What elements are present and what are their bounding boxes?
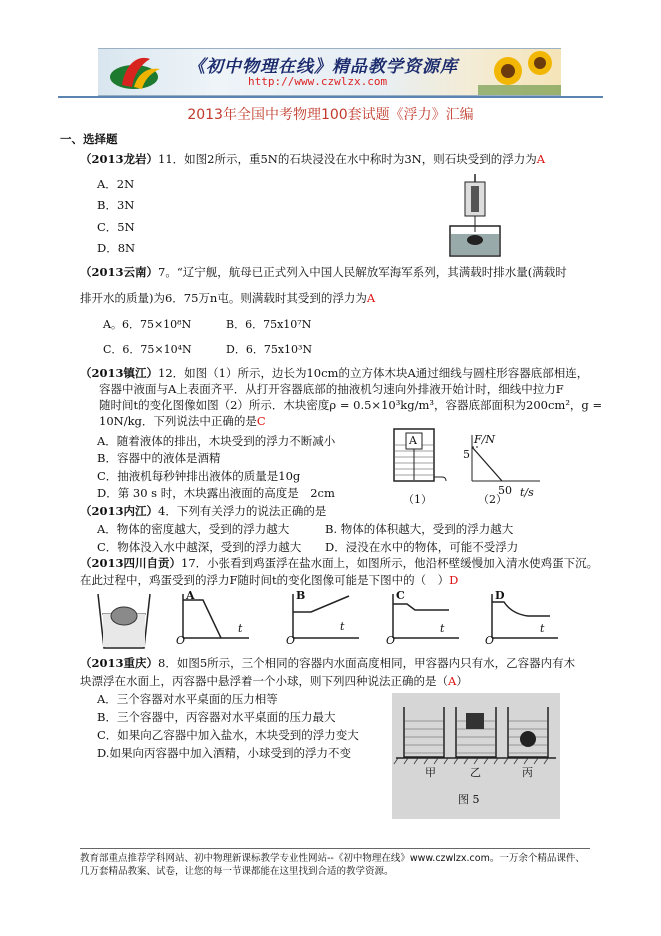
option: A．物体的密度越大，受到的浮力越大 — [97, 522, 290, 536]
question-4 — [80, 504, 326, 519]
axis-label-t: t — [340, 620, 345, 633]
question-text: ） — [456, 674, 468, 688]
axis-label-t: t — [238, 622, 243, 635]
banner-url[interactable]: http://www.czwlzx.com — [248, 75, 388, 88]
question-1 — [80, 152, 545, 167]
option: C．抽液机每秒钟排出液体的质量是10g — [97, 469, 301, 483]
option: B．容器中的液体是酒精 — [97, 451, 221, 465]
container-label: 甲 — [425, 766, 436, 779]
footer-divider — [80, 848, 590, 849]
question-text: 随时间t的变化图像如图（2）所示．木块密度ρ = 0.5×10³kg/m³，容器底部面积为200cm²，g = — [99, 398, 603, 412]
question-text: 8．如图5所示，三个相同的容器内水面高度相同，甲容器内只有水，乙容器内有木 — [158, 656, 576, 670]
option: A．随着液体的排出，木块受到的浮力不断减小 — [97, 434, 336, 448]
axis-label-t: t — [540, 622, 545, 635]
graph-label: C — [396, 589, 405, 602]
option: A．三个容器对水平桌面的压力相等 — [97, 692, 278, 706]
section-heading: 一、选择题 — [60, 132, 118, 146]
option: A。6．75×10⁸N — [103, 318, 192, 331]
question-5 — [80, 556, 598, 571]
tick-label-y: 5 — [463, 448, 470, 461]
option: C．6．75×10⁴N — [103, 343, 192, 356]
question-3 — [80, 366, 588, 381]
figure-label: （2） — [478, 493, 507, 506]
origin-label: O — [485, 634, 495, 647]
question-text: 12．如图（1）所示，边长为10cm的立方体木块A通过细线与圆柱形容器底部相连， — [158, 366, 589, 380]
origin-label: O — [286, 634, 296, 647]
question-6-line2 — [80, 674, 468, 689]
axis-label-x: t/s — [520, 486, 534, 499]
question-source: （2013龙岩） — [80, 152, 159, 166]
question-5-line2 — [80, 573, 458, 588]
question-text: 7。“辽宁舰，航母已正式列入中国人民解放军海军系列，其满载时排水量(满载时 — [158, 265, 567, 279]
question-source: （2013云南） — [80, 265, 159, 279]
axis-label-y: F/N — [474, 433, 495, 446]
question-text: 11．如图2所示，重5N的石块浸没在水中称时为3N，则石块受到的浮力为 — [158, 152, 537, 166]
question-text: 10N/kg．下列说法中正确的是 — [99, 414, 257, 428]
question-source: （2013内江） — [80, 504, 159, 518]
figure-caption: 图 5 — [458, 793, 480, 806]
container-label: 丙 — [522, 766, 533, 779]
graph-label: A — [186, 589, 195, 602]
question-2-line2 — [80, 291, 375, 306]
option: C．5N — [97, 220, 135, 234]
spring-scale-figure — [447, 174, 503, 258]
beaker-egg-figure — [94, 590, 154, 652]
answer-mark: A — [448, 674, 457, 688]
question-source: （2013四川自贡） — [80, 556, 182, 570]
answer-mark: C — [256, 414, 266, 428]
question-6 — [80, 656, 575, 671]
answer-mark: D — [449, 573, 459, 587]
question-source: （2013重庆） — [80, 656, 159, 670]
option: D.如果向丙容器中加入酒精，小球受到的浮力不变 — [97, 746, 351, 760]
option: B．3N — [97, 198, 135, 212]
banner-title: 《初中物理在线》精品教学资源库 — [188, 57, 458, 77]
origin-label: O — [176, 634, 186, 647]
question-text: 排开水的质量)为6．75万n屯。则满载时其受到的浮力为 — [80, 291, 367, 305]
graph-label: D — [495, 589, 505, 602]
option: A．2N — [97, 177, 135, 191]
question-text: 在此过程中，鸡蛋受到的浮力F随时间t的变化图像可能是下图中的（ ） — [80, 573, 450, 587]
option: D．8N — [97, 241, 136, 255]
option: C．如果向乙容器中加入盐水，木块受到的浮力变大 — [97, 728, 359, 742]
question-text: 17．小张看到鸡蛋浮在盐水面上，如图所示，他沿杯壁缓慢加入清水使鸡蛋下沉。 — [181, 556, 599, 570]
banner-divider — [58, 96, 603, 98]
sunflower-icon — [478, 49, 561, 95]
option: B．三个容器中，丙容器对水平桌面的压力最大 — [97, 710, 336, 724]
option: D．6．75x10³N — [226, 343, 313, 356]
option: D．第 30 s 时，木块露出液面的高度是 2cm — [97, 486, 335, 500]
option: B．6．75x10⁷N — [226, 318, 312, 331]
tick-label-x: 50 — [498, 484, 512, 497]
graph-label: B — [296, 589, 306, 602]
origin-label: O — [386, 634, 396, 647]
question-source: （2013镇江） — [80, 366, 159, 380]
page-title: 2013年全国中考物理100套试题《浮力》汇编 — [187, 107, 474, 123]
logo-icon — [104, 51, 174, 93]
footer-text: 教育部重点推荐学科网站、初中物理新课标教学专业性网站--《初中物理在线》www.czwlzx.com。一万余个精品课件、几万套精品教案、试卷，让您的每一节课都能在这里找到合适的教学资源。 — [80, 853, 585, 877]
question-3-line4 — [99, 414, 266, 429]
question-text: 块漂浮在水面上，丙容器中悬浮着一个小球，则下列四种说法正确的是（ — [80, 674, 448, 688]
answer-mark: A — [536, 152, 546, 166]
option: C．物体没入水中越深，受到的浮力越大 — [97, 540, 302, 554]
header-banner — [98, 48, 561, 96]
question-text: 4．下列有关浮力的说法正确的是 — [158, 504, 327, 518]
option: D．浸没在水中的物体，可能不受浮力 — [325, 540, 519, 554]
container-label: 乙 — [470, 766, 481, 779]
option: B. 物体的体积越大，受到的浮力越大 — [325, 522, 514, 536]
answer-mark: A — [366, 291, 376, 305]
axis-label-t: t — [440, 622, 445, 635]
question-text: 容器中液面与A上表面齐平．从打开容器底部的抽液机匀速向外排液开始计时，细线中拉力F — [99, 382, 564, 396]
question-2 — [80, 265, 567, 280]
block-label: A — [409, 434, 417, 447]
figure-label: （1） — [403, 493, 432, 506]
